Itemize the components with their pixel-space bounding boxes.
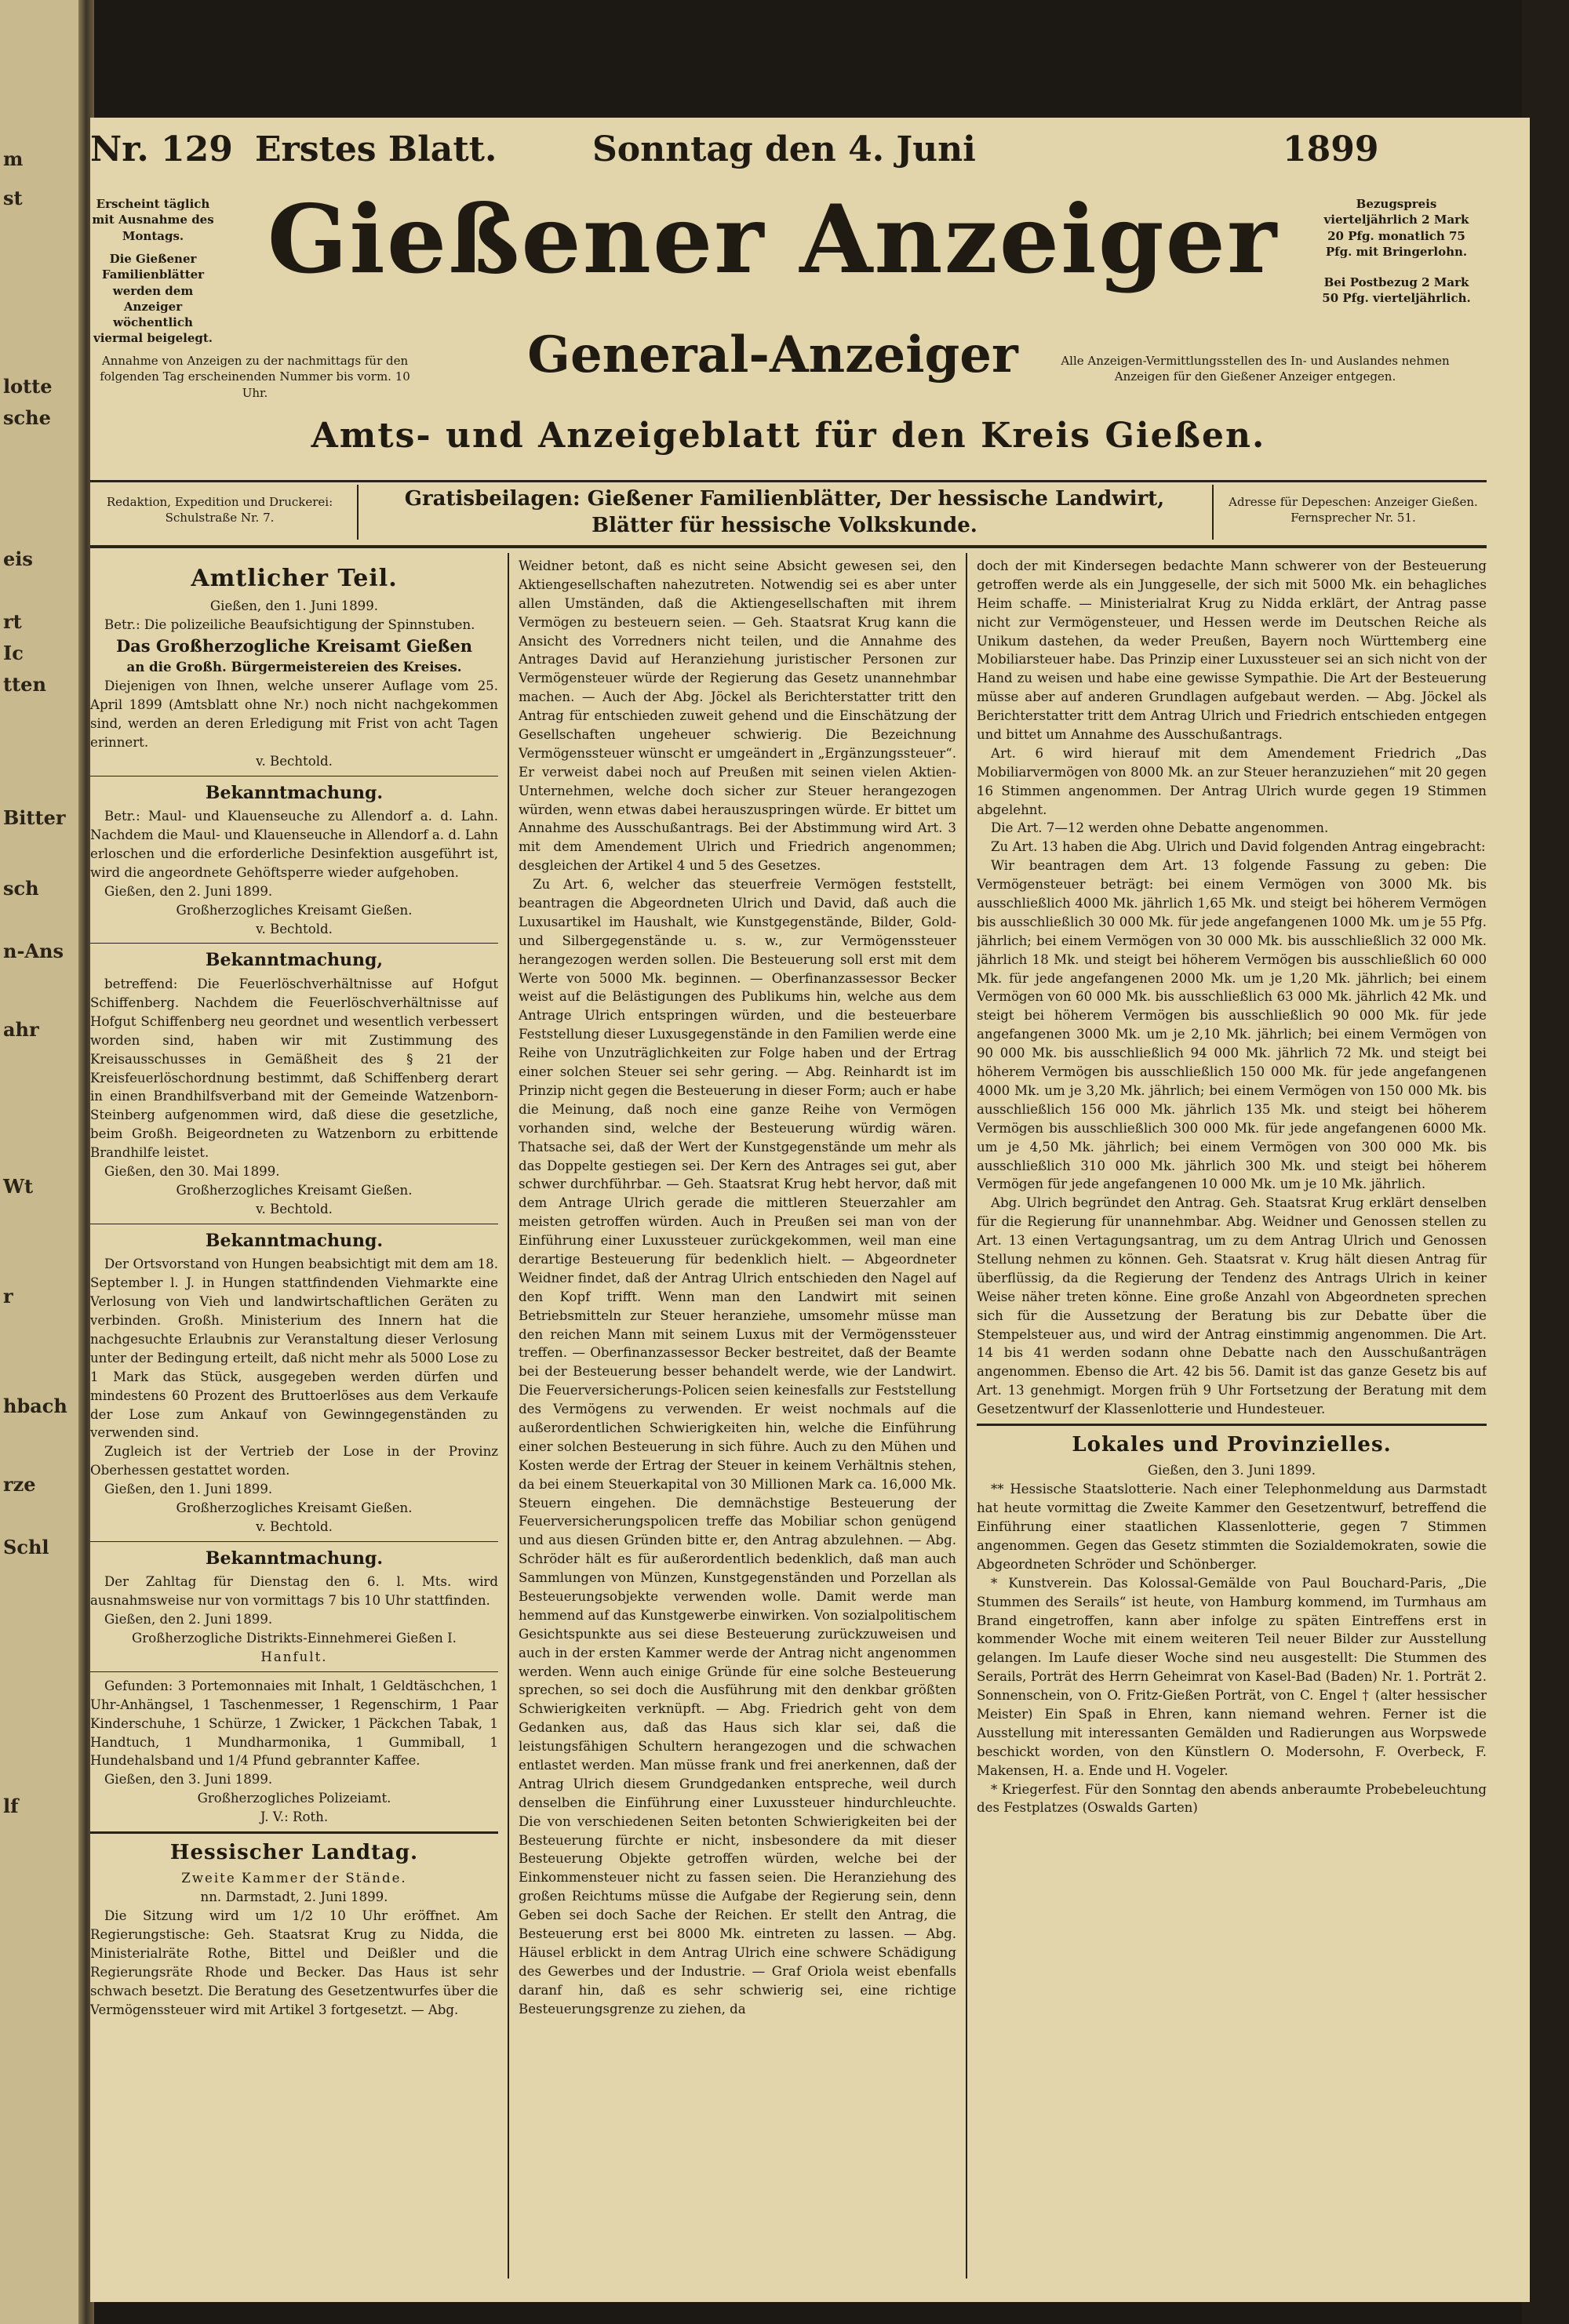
notice-sender: Das Großherzogliche Kreisamt Gießen bbox=[115, 635, 473, 656]
notice-place-date: Gießen, den 2. Juni 1899. bbox=[104, 1612, 273, 1628]
notice-signature: v. Bechtold. bbox=[256, 921, 333, 937]
column-official bbox=[90, 557, 498, 2290]
notice-office: Großherzogliches Polizeiamt. bbox=[197, 1791, 391, 1806]
edge-fragment: Schl bbox=[3, 1536, 49, 1558]
edge-fragment: ahr bbox=[3, 1018, 39, 1041]
edge-fragment: hbach bbox=[3, 1395, 67, 1417]
article-text: Art. 6 wird hierauf mit dem Amendement Friedrich „Das Mobiliarvermögen von 8000 Mk. an zur Steuer heranzuziehen“ mit 20 gegen 16 Stimmen angenommen. Der Antrag Ulrich wurde gegen 19 Stimmen abgelehnt. bbox=[977, 745, 1487, 817]
edge-fragment: m bbox=[3, 147, 24, 170]
section-heading: Hessischer Landtag. bbox=[169, 1840, 419, 1864]
edge-fragment: rze bbox=[3, 1473, 36, 1496]
notice-heading: Bekanntmachung. bbox=[205, 782, 384, 803]
notice-heading: Bekanntmachung. bbox=[205, 1230, 384, 1251]
telegraph-address: Adresse für Depeschen: Anzeiger Gießen. Fernsprecher Nr. 51. bbox=[1229, 495, 1478, 526]
issue-number: Nr. 129 bbox=[90, 129, 233, 169]
article-text: Zu Art. 6, welcher das steuerfreie Vermögen feststellt, beantragen die Abgeordneten Ulrich und David, daß auch die Luxusartikel im Haushalt, wie Kunstgegenstände, Bilder, Gold- und Silbergegenstände u. s. w., zur Vermögenssteuer herangezogen werden sollen. Die Besteuerung soll erst mit dem Werte von 5000 Mk. beginnen. — Oberfinanzassessor Becker weist auf die Belästigungen des Publikums hin, welche aus dem Antrage Ulrich entspringen würden, und die besteuerbare Feststellung dieser Luxusgegenstände in den Familien werde eine Reihe von Unzuträglichkeiten zur Folge haben und der Ertrag einer solchen Steuer sei sehr gering. — Abg. Reinhardt ist im Prinzip nicht gegen die Besteuerung in dieser Form; auch er habe die Meinung, daß noch eine ganze Reihe von Vermögen vorhanden sind, welche der Besteuerung würdig wären. Thatsache sei, daß der Wert der Kunstgegenstände um mehr als das Doppelte gestiegen sei. Der Kern des Antrages sei gut, aber schwer durchführbar. — Geh. Staatsrat Krug hebt hervor, daß mit dem Antrage Ulrich gerade die mittleren Steuerzahler am meisten getroffen würden. Auch in Preußen sei man von der Einführung einer Luxussteuer zurückgekommen, weil man eine derartige Besteuerung für bedenklich hielt. — Abgeordneter Weidner findet, daß der Antrag Ulrich entschieden den Nagel auf den Kopf trifft. Wenn man den Landwirt mit seinen Betriebsmitteln zur Steuer heranziehe, umsomehr müsse man den reichen Mann mit seinem Luxus mit der Vermögenssteuer treffen. — Oberfinanzassessor Becker bestreitet, daß der Beamte bei der Besteuerung besser behandelt werde, wie der Landwirt. Die Feuerversicherungs-Policen seien keinesfalls zur Feststellung des Vermögens zu verwenden. Er weist nochmals auf die außerordentlichen Schwierigkeiten hin, welche die Einführung einer solchen Besteuerung in sich führe. Auch zu den Mühen und Kosten werde der Ertrag der Steuer in keinem Verhältnis stehen, da bei einem Steuerkapital von 30 Millionen Mark ca. 16,000 Mk. Steuern eingehen. Die demnächstige Besteuerung der Feuerversicherungspolicen treffe das Mobiliar schon genügend und aus diesen Gründen bitte er, den Antrag abzulehnen. — Abg. Schröder hält es für außerordentlich bedenklich, daß man auch Sammlungen von Münzen, Kunstgegenständen und Porzellan als Besteuerungsobjekte verwenden wolle. Damit werde man hemmend auf das Kunstgewerbe einwirken. Von sozialpolitischem Gesichtspunkte aus sei diese Besteuerung zurückzuweisen und auch in der ersten Kammer werde der Antrag nicht angenommen werden. Wenn auch einige Gründe für eine solche Besteuerung sprechen, so sei doch die Ausführung mit den denkbar größten Schwierigkeiten verknüpft. — Abg. Friedrich geht von dem Gedanken aus, daß das Haus sich klar sei, daß die leistungsfähigen Schultern herangezogen und die schwachen entlastet werden. Man müsse frank und frei anerkennen, daß der Antrag Ulrich diesem Grundgedanken entspreche, weil durch denselben die Einführung einer Luxussteuer hindurchleuchte. Die von verschiedenen Seiten betonten Schwierigkeiten bei der Besteuerung fürchte er nicht, insbesondere da mit dieser Besteuerung Objekte getroffen würden, welche bei der Einkommensteuer nicht zu fassen seien. Die Heranziehung des großen Reichtums müsse die Aufgabe der Regierung sein, denn Geben sei doch Sache der Reichen. Er stellt den Antrag, die Besteuerung erst bei 8000 Mk. eintreten zu lassen. — Abg. Häusel erblickt in dem Antrag Ulrich eine schwere Schädigung des Gewerbes und der Industrie. — Graf Oriola weist ebenfalls daranf hin, daß es sehr schwierig sei, eine richtige Besteuerungsgrenze zu ziehen, da bbox=[519, 877, 956, 2017]
article-text: Weidner betont, daß es nicht seine Absicht gewesen sei, den Aktiengesellschaften nahezutreten. Notwendig sei es aber unter allen Umständen, daß die Aktiengesellschaften mit ihrem Vermögen zu besteuern seien. — Geh. Staatsrat Krug kann die Ansicht des Vorredners nicht teilen, und die Annahme des Antrages David auf Heranziehung juristischer Personen zur Vermögensteuer würde der Regierung das Gesetz unannehmbar machen. — Auch der Abg. Jöckel als Berichterstatter tritt den Antrag für entschieden zuweit gehend und die Einschätzung der Gesellschaften ungeheuer schwierig. Die Bezeichnung Vermögenssteuer wünscht er umgeändert in „Ergänzungssteuer“. Er verweist dabei noch auf Preußen mit seinen vielen Aktien-Unternehmen, welche doch sicher zur Steuer herangezogen würden, wenn etwas dabei herauszuspringen würde. Er bittet um Annahme des Ausschußantrags. Bei der Abstimmung wird Art. 3 mit dem Amendement Ulrich und Friedrich angenommen; desgleichen der Artikel 4 und 5 des Gesetzes. bbox=[519, 558, 956, 874]
separator bbox=[90, 943, 498, 944]
edge-fragment: sche bbox=[3, 406, 51, 429]
sheet-label: Erstes Blatt. bbox=[255, 129, 497, 169]
edge-fragment: rt bbox=[3, 610, 22, 633]
notice-text: betreffend: Die Feuerlöschverhältnisse auf Hofgut Schiffenberg. Nachdem die Feuerlöschverhältnisse auf Hofgut Schiffenberg neu geordnet und wesentlich verbessert worden sind, haben wir mit Zustimmung des Kreisausschusses in Gemäßheit des § 21 der Kreisfeuerlöschordnung bestimmt, daß Schiffenberg derart in einen Brandhilfsverband mit der Gemeinde Watzenborn-Steinberg aufgenommen wird, daß diese die gesetzliche, beim Großh. Beigeordneten zu Watzenborn zu erbittende Brandhilfe leistet. bbox=[90, 977, 498, 1161]
notice-signature: J. V.: Roth. bbox=[260, 1809, 329, 1825]
edge-fragment: st bbox=[3, 187, 23, 209]
edge-fragment: n-Ans bbox=[3, 940, 64, 962]
article-text: ** Hessische Staatslotterie. Nach einer Telephonmeldung aus Darmstadt hat heute vormittag die Zweite Kammer den Gesetzentwurf, betreffend die Einführung einer staatlichen Klassenlotterie, gegen 7 Stimmen angenommen. Gegen das Gesetz stimmten die Sozialdemokraten, sowie die Abgeordneten Schröder und Schönberger. bbox=[977, 1482, 1487, 1572]
notice-signature: v. Bechtold. bbox=[256, 753, 333, 769]
notice-signature: Hanfult. bbox=[260, 1649, 328, 1664]
notice-text: Betr.: Maul- und Klauenseuche zu Allendorf a. d. Lahn. Nachdem die Maul- und Klauenseuche in Allendorf a. d. Lahn erloschen und die erforderliche Desinfektion ausgeführt ist, wird die angeordnete Gehöftsperre wieder aufgehoben. bbox=[90, 809, 498, 880]
separator bbox=[90, 1671, 498, 1672]
dateline: nn. Darmstadt, 2. Juni 1899. bbox=[200, 1889, 388, 1905]
previous-page-edge bbox=[0, 0, 88, 2324]
notice-subject: Betr.: Die polizeiliche Beaufsichtigung der Spinnstuben. bbox=[104, 617, 475, 633]
notice-signature: v. Bechtold. bbox=[256, 1201, 333, 1217]
notice-office: Großherzogliches Kreisamt Gießen. bbox=[176, 1500, 413, 1515]
subscription-price: Bezugspreis vierteljährlich 2 Mark 20 Pfg. monatlich 75 Pfg. mit Bringerlohn. bbox=[1323, 197, 1469, 259]
edge-fragment: sch bbox=[3, 877, 39, 900]
notice-text: Zugleich ist der Vertrieb der Lose in der Provinz Oberhessen gestattet worden. bbox=[90, 1444, 498, 1478]
supplement-note: Die Gießener Familienblätter werden dem Anzeiger wöchentlich viermal beigelegt. bbox=[93, 252, 213, 346]
section-heading: Lokales und Provinzielles. bbox=[1072, 1432, 1392, 1457]
rule bbox=[90, 480, 1487, 482]
edge-fragment: r bbox=[3, 1285, 13, 1307]
article-text: * Kriegerfest. Für den Sonntag den abends anberaumte Probebeleuchtung des Festplatzes (Oswalds Garten) bbox=[977, 1781, 1487, 1816]
dateline: Gießen, den 3. Juni 1899. bbox=[1147, 1463, 1316, 1478]
issue-year: 1899 bbox=[1283, 129, 1379, 169]
notice-office: Großherzogliches Kreisamt Gießen. bbox=[176, 902, 413, 918]
notice-place-date: Gießen, den 1. Juni 1899. bbox=[209, 598, 379, 614]
found-items-text: Gefunden: 3 Portemonnaies mit Inhalt, 1 Geldtäschchen, 1 Uhr-Anhängsel, 1 Taschenmesser, 1 Regenschirm, 1 Paar Kinderschuhe, 1 Schürze, 1 Zwicker, 1 Päckchen Tabak, 1 Handtuch, 1 Mundharmonika, 1 Gummiball, 1 Hundehalsband und 1/4 Pfund gebrannter Kaffee. bbox=[90, 1678, 498, 1769]
article-text: Abg. Ulrich begründet den Antrag. Geh. Staatsrat Krug erklärt denselben für die Regierung für unannehmbar. Abg. Weidner und Genossen stellen zu Art. 13 einen Vertagungsantrag, um zu dem Antrag Ulrich und Genossen Stellung nehmen zu können. Geh. Staatsrat v. Krug hält diesen Antrag für überflüssig, da die Regierung der Tendenz des Antrags Ulrich in keiner Weise näher treten könne. Eine große Anzahl von Abgeordneten sprechen sich für die Aussetzung der Beratung bis zur Debatte über die Stempelsteuer aus, und wird der Antrag einstimmig angenommen. Die Art. 14 bis 41 werden sodann ohne Debatte nach den Ausschußanträgen angenommen. Ebenso die Art. 42 bis 56. Damit ist das ganze Gesetz bis auf Art. 13 genehmigt. Morgen früh 9 Uhr Fortsetzung der Beratung mit dem Gesetzentwurf der Klassenlotterie und Hundesteuer. bbox=[977, 1195, 1487, 1417]
column-rule bbox=[508, 553, 509, 2279]
article-text: Wir beantragen dem Art. 13 folgende Fassung zu geben: Die Vermögensteuer beträgt: bei einem Vermögen von 3000 Mk. bis ausschließlich 4000 Mk. jährlich 1,65 Mk. und steigt bei höherem Vermögen bis ausschließlich 30 000 Mk. für jede angefangenen 1000 Mk. um je 55 Pfg. jährlich; bei einem Vermögen von 30 000 Mk. bis ausschließlich 32 000 Mk. jährlich 18 Mk. und steigt bei höherem Vermögen bis ausschließlich 60 000 Mk. für jede angefangenen 2000 Mk. um je 1,20 Mk. jährlich; bei einem Vermögen von 60 000 Mk. bis ausschließlich 63 000 Mk. jährlich 42 Mk. und steigt bei höherem Vermögen bis ausschließlich 90 000 Mk. für jede angefangenen 3000 Mk. um je 2,10 Mk. jährlich; bei einem Vermögen von 90 000 Mk. bis ausschließlich 94 000 Mk. jährlich 72 Mk. und steigt bei höherem Vermögen bis ausschließlich 150 000 Mk. für jede angefangenen 4000 Mk. um je 3,20 Mk. jährlich; bei einem Vermögen von 150 000 Mk. bis ausschließlich 156 000 Mk. jährlich 135 Mk. und steigt bei höherem Vermögen bis ausschließlich 300 000 Mk. für jede angefangenen 6000 Mk. um je 4,50 Mk. jährlich; bei einem Vermögen von 300 000 Mk. bis ausschließlich 310 000 Mk. jährlich 300 Mk. und steigt bei höherem Vermögen für jede angefangenen 10 000 Mk. um je 10 Mk. jährlich. bbox=[977, 858, 1487, 1192]
notice-text: Diejenigen von Ihnen, welche unserer Auflage vom 25. April 1899 (Amtsblatt ohne Nr.) noch nicht nachgekommen sind, werden an deren Erledigung mit Frist von acht Tagen erinnert. bbox=[90, 678, 498, 750]
article-text: * Kunstverein. Das Kolossal-Gemälde von Paul Bouchard-Paris, „Die Stummen des Serails“ ist heute, von Hamburg kommend, im Turmhaus am Brand eingetroffen, kann aber infolge zu späten Eintreffens erst in kommender Woche mit einem weiteren Teil neuer Bilder zur Ausstellung gelangen. Im Laufe dieser Woche sind neu ausgestellt: Die Stummen des Serails, Porträt des Herrn Geheimrat von Kasel-Bad (Baden) Nr. 1. Porträt 2. Sonnenschein, von O. Fritz-Gießen Porträt, von C. Engel † (alter hessischer Meister) Ein Spaß in Ehren, kann niemand wehren. Ferner ist die Ausstellung mit interessanten Gemälden und Radierungen aus Worpswede beschickt worden, von den Künstlern O. Modersohn, F. Overbeck, F. Makensen, H. a. Ende und H. Vogeler. bbox=[977, 1575, 1487, 1778]
separator bbox=[977, 1424, 1487, 1426]
rule bbox=[357, 485, 359, 540]
article-text: Die Sitzung wird um 1/2 10 Uhr eröffnet. Am Regierungstische: Geh. Staatsrat Krug zu Nidda, die Ministerialräte Rothe, Bittel und Deißler und die Regierungsräte Rhode und Becker. Das Haus ist sehr schwach besetzt. Die Beratung des Gesetzentwurfes über die Vermögenssteuer wird mit Artikel 3 fortgesetzt. — Abg. bbox=[90, 1908, 498, 2017]
article-text: doch der mit Kindersegen bedachte Mann schwerer von der Besteuerung getroffen werde als ein Junggeselle, der sich mit 5000 Mk. ein behagliches Heim schaffe. — Ministerialrat Krug zu Nidda erklärt, der Antrag passe nicht zur Vermögensteuer, und Hessen werde im Deutschen Reiche als Unikum dastehen, da weder Preußen, Bayern noch Württemberg eine Mobiliarsteuer habe. Das Prinzip einer Luxussteuer sei an sich nicht von der Hand zu weisen und habe eine gewisse Sympathie. Die Art der Besteuerung müsse aber auf anderen Grundlagen aufgebaut werden. — Abg. Jöckel als Berichterstatter tritt dem Antrag Ulrich und Friedrich entschieden entgegen und bittet um Annahme des Ausschußantrags. bbox=[977, 558, 1487, 743]
edge-fragment: eis bbox=[3, 547, 33, 570]
notice-place-date: Gießen, den 1. Juni 1899. bbox=[104, 1482, 273, 1497]
notice-text: Der Zahltag für Dienstag den 6. l. Mts. wird ausnahmsweise nur von vormittags 7 bis 10 Uhr stattfinden. bbox=[90, 1574, 498, 1609]
ad-deadline-note: Annahme von Anzeigen zu der nachmittags für den folgenden Tag erscheinenden Nummer bis vorm. 10 Uhr. bbox=[100, 354, 410, 400]
issue-date: Sonntag den 4. Juni bbox=[592, 129, 976, 169]
notice-heading: Bekanntmachung, bbox=[205, 950, 384, 971]
notice-place-date: Gießen, den 3. Juni 1899. bbox=[104, 1772, 273, 1788]
edge-fragment: tten bbox=[3, 673, 46, 696]
section-heading: Amtlicher Teil. bbox=[191, 565, 398, 592]
masthead-title: Gießener Anzeiger bbox=[267, 184, 1279, 295]
notice-recipient: an die Großh. Bürgermeistereien des Kreises. bbox=[126, 659, 462, 675]
ad-agencies-note: Alle Anzeigen-Vermittlungsstellen des In- und Auslandes nehmen Anzeigen für den Gießener Anzeiger entgegen. bbox=[1061, 354, 1450, 384]
edge-fragment: Bitter bbox=[3, 806, 66, 829]
rule bbox=[90, 545, 1487, 548]
edge-fragment: lotte bbox=[3, 375, 53, 398]
notice-place-date: Gießen, den 30. Mai 1899. bbox=[104, 1164, 280, 1180]
edge-fragment: Wt bbox=[3, 1175, 34, 1198]
masthead-tagline: Amts- und Anzeigeblatt für den Kreis Gießen. bbox=[311, 416, 1266, 456]
separator bbox=[90, 1831, 498, 1834]
office-address: Redaktion, Expedition und Druckerei: Schulstraße Nr. 7. bbox=[106, 495, 333, 526]
free-supplements: Gratisbeilagen: Gießener Familienblätter, Der hessische Landwirt, Blätter für hessische Volkskunde. bbox=[404, 487, 1165, 537]
separator bbox=[90, 1541, 498, 1542]
notice-signature: v. Bechtold. bbox=[256, 1518, 333, 1534]
section-subheading: Zweite Kammer der Stände. bbox=[181, 1871, 407, 1886]
edge-fragment: Ic bbox=[3, 642, 24, 664]
postal-price: Bei Postbezug 2 Mark 50 Pfg. vierteljährlich. bbox=[1322, 275, 1471, 306]
notice-office: Großherzogliches Kreisamt Gießen. bbox=[176, 1182, 413, 1198]
masthead-subtitle: General-Anzeiger bbox=[527, 326, 1018, 384]
rule bbox=[1212, 485, 1214, 540]
column-rule bbox=[966, 553, 967, 2279]
article-text: Die Art. 7—12 werden ohne Debatte angenommen. bbox=[991, 820, 1329, 836]
notice-heading: Bekanntmachung. bbox=[205, 1548, 384, 1569]
edge-fragment: lf bbox=[3, 1795, 19, 1817]
newspaper-page bbox=[90, 118, 1530, 2302]
column-parliament bbox=[519, 557, 956, 2290]
article-text: Zu Art. 13 haben die Abg. Ulrich und David folgenden Antrag eingebracht: bbox=[991, 839, 1486, 855]
notice-text: Der Ortsvorstand von Hungen beabsichtigt mit dem am 18. September l. J. in Hungen stattfindenden Viehmarkte eine Verlosung von Vieh und landwirtschaftlichen Geräten zu verbinden. Großh. Ministerium des Innern hat die nachgesuchte Erlaubnis zur Veranstaltung dieser Verlosung unter der Bedingung erteilt, daß nicht mehr als 5000 Lose zu 1 Mark das Stück, ausgegeben werden dürfen und mindestens 60 Prozent des Bruttoerlöses aus dem Verkaufe der Lose zum Ankauf von Gewinngegenständen zu verwenden sind. bbox=[90, 1257, 498, 1441]
column-parliament-local bbox=[977, 557, 1487, 2290]
notice-office: Großherzogliche Distrikts-Einnehmerei Gießen I. bbox=[132, 1631, 457, 1646]
publication-note: Erscheint täglich mit Ausnahme des Montags. bbox=[92, 197, 214, 243]
notice-place-date: Gießen, den 2. Juni 1899. bbox=[104, 883, 273, 899]
